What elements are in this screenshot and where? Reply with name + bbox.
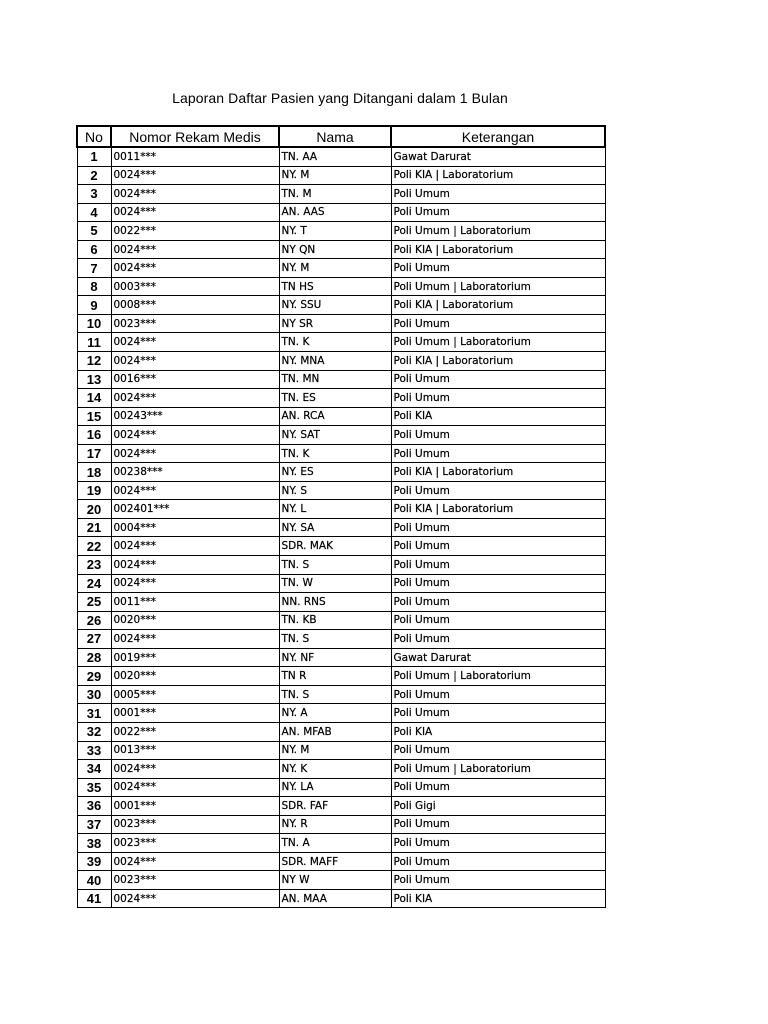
table-row: [77, 630, 605, 649]
table-row: [77, 296, 605, 315]
cell-no: 12: [77, 352, 111, 371]
table-row: [77, 741, 605, 760]
cell-rekam-medis: 002401***: [111, 500, 279, 519]
cell-nama: NY. L: [279, 500, 391, 519]
cell-nama: SDR. MAFF: [279, 852, 391, 871]
cell-no: 19: [77, 481, 111, 500]
cell-nama: TN. S: [279, 685, 391, 704]
cell-no: 25: [77, 593, 111, 612]
cell-nama: NY. LA: [279, 778, 391, 797]
cell-keterangan: Poli Umum: [391, 685, 605, 704]
cell-rekam-medis: 0024***: [111, 574, 279, 593]
cell-rekam-medis: 0022***: [111, 222, 279, 241]
table-row: [77, 648, 605, 667]
table-row: [77, 518, 605, 537]
cell-no: 35: [77, 778, 111, 797]
cell-keterangan: Poli Umum: [391, 518, 605, 537]
cell-no: 23: [77, 556, 111, 575]
header-rekam-medis: Nomor Rekam Medis: [111, 126, 279, 147]
cell-keterangan: Poli KIA | Laboratorium: [391, 352, 605, 371]
cell-keterangan: Poli Umum: [391, 481, 605, 500]
cell-keterangan: Poli KIA | Laboratorium: [391, 296, 605, 315]
cell-keterangan: Poli KIA: [391, 889, 605, 908]
cell-nama: NY W: [279, 871, 391, 890]
cell-rekam-medis: 0003***: [111, 277, 279, 296]
cell-rekam-medis: 0024***: [111, 889, 279, 908]
cell-keterangan: Poli Umum: [391, 611, 605, 630]
page-title: Laporan Daftar Pasien yang Ditangani dalam 1 Bulan: [172, 90, 508, 106]
cell-no: 7: [77, 259, 111, 278]
cell-keterangan: Poli KIA | Laboratorium: [391, 240, 605, 259]
cell-rekam-medis: 00243***: [111, 407, 279, 426]
cell-rekam-medis: 00238***: [111, 463, 279, 482]
table-row: [77, 574, 605, 593]
cell-keterangan: Poli Umum: [391, 778, 605, 797]
cell-keterangan: Poli Umum: [391, 185, 605, 204]
cell-nama: TN. S: [279, 630, 391, 649]
cell-keterangan: Poli KIA | Laboratorium: [391, 463, 605, 482]
cell-no: 31: [77, 704, 111, 723]
cell-nama: NY. M: [279, 166, 391, 185]
cell-no: 34: [77, 760, 111, 779]
cell-nama: TN HS: [279, 277, 391, 296]
cell-no: 41: [77, 889, 111, 908]
table-row: [77, 760, 605, 779]
cell-rekam-medis: 0001***: [111, 704, 279, 723]
cell-rekam-medis: 0013***: [111, 741, 279, 760]
cell-nama: NY. S: [279, 481, 391, 500]
cell-no: 32: [77, 722, 111, 741]
table-row: [77, 889, 605, 908]
cell-keterangan: Poli Umum: [391, 370, 605, 389]
cell-rekam-medis: 0024***: [111, 240, 279, 259]
cell-rekam-medis: 0024***: [111, 556, 279, 575]
cell-no: 21: [77, 518, 111, 537]
cell-rekam-medis: 0024***: [111, 259, 279, 278]
cell-nama: SDR. FAF: [279, 797, 391, 816]
cell-rekam-medis: 0022***: [111, 722, 279, 741]
cell-keterangan: Poli Umum: [391, 815, 605, 834]
cell-no: 37: [77, 815, 111, 834]
table-row: [77, 704, 605, 723]
cell-nama: AN. MAA: [279, 889, 391, 908]
cell-rekam-medis: 0016***: [111, 370, 279, 389]
cell-rekam-medis: 0024***: [111, 760, 279, 779]
cell-no: 13: [77, 370, 111, 389]
cell-no: 11: [77, 333, 111, 352]
cell-nama: AN. MFAB: [279, 722, 391, 741]
cell-keterangan: Poli Umum: [391, 704, 605, 723]
table-row: [77, 685, 605, 704]
cell-no: 4: [77, 203, 111, 222]
cell-nama: TN. K: [279, 444, 391, 463]
header-row: [77, 126, 605, 147]
cell-rekam-medis: 0023***: [111, 314, 279, 333]
cell-rekam-medis: 0024***: [111, 185, 279, 204]
header-nama: Nama: [279, 126, 391, 147]
cell-no: 26: [77, 611, 111, 630]
cell-no: 5: [77, 222, 111, 241]
cell-rekam-medis: 0024***: [111, 852, 279, 871]
cell-no: 1: [77, 147, 111, 166]
table-row: [77, 333, 605, 352]
table-row: [77, 203, 605, 222]
cell-nama: NY. SSU: [279, 296, 391, 315]
table-row: [77, 852, 605, 871]
table-row: [77, 277, 605, 296]
cell-keterangan: Poli Umum | Laboratorium: [391, 333, 605, 352]
table-row: [77, 463, 605, 482]
table-row: [77, 815, 605, 834]
cell-nama: NY. A: [279, 704, 391, 723]
cell-rekam-medis: 0024***: [111, 203, 279, 222]
table-row: [77, 222, 605, 241]
cell-no: 33: [77, 741, 111, 760]
cell-nama: TN R: [279, 667, 391, 686]
cell-keterangan: Gawat Darurat: [391, 147, 605, 166]
table-row: [77, 370, 605, 389]
cell-rekam-medis: 0024***: [111, 444, 279, 463]
cell-nama: NY. R: [279, 815, 391, 834]
cell-rekam-medis: 0019***: [111, 648, 279, 667]
cell-nama: NY. ES: [279, 463, 391, 482]
cell-nama: TN. MN: [279, 370, 391, 389]
cell-rekam-medis: 0023***: [111, 834, 279, 853]
cell-rekam-medis: 0024***: [111, 537, 279, 556]
cell-keterangan: Poli Umum: [391, 871, 605, 890]
table-row: [77, 797, 605, 816]
cell-nama: NY. M: [279, 741, 391, 760]
cell-rekam-medis: 0001***: [111, 797, 279, 816]
cell-nama: NY. M: [279, 259, 391, 278]
table-row: [77, 481, 605, 500]
cell-no: 9: [77, 296, 111, 315]
table-row: [77, 352, 605, 371]
cell-keterangan: Poli Umum | Laboratorium: [391, 277, 605, 296]
cell-rekam-medis: 0024***: [111, 778, 279, 797]
table-body: [77, 147, 605, 908]
cell-no: 14: [77, 389, 111, 408]
cell-no: 29: [77, 667, 111, 686]
cell-nama: NY. SAT: [279, 426, 391, 445]
table-row: [77, 722, 605, 741]
cell-keterangan: Poli Umum: [391, 314, 605, 333]
cell-keterangan: Poli KIA: [391, 722, 605, 741]
cell-nama: TN. M: [279, 185, 391, 204]
table-row: [77, 871, 605, 890]
cell-nama: NY. MNA: [279, 352, 391, 371]
table-row: [77, 834, 605, 853]
cell-nama: TN. W: [279, 574, 391, 593]
cell-keterangan: Poli Umum: [391, 203, 605, 222]
cell-keterangan: Poli KIA | Laboratorium: [391, 166, 605, 185]
patient-table: [76, 125, 606, 908]
cell-nama: TN. A: [279, 834, 391, 853]
cell-keterangan: Poli KIA | Laboratorium: [391, 500, 605, 519]
cell-nama: TN. AA: [279, 147, 391, 166]
table-row: [77, 778, 605, 797]
cell-no: 28: [77, 648, 111, 667]
cell-keterangan: Poli Umum: [391, 426, 605, 445]
cell-no: 40: [77, 871, 111, 890]
cell-rekam-medis: 0020***: [111, 611, 279, 630]
cell-keterangan: Poli Umum: [391, 630, 605, 649]
cell-keterangan: Poli Umum | Laboratorium: [391, 667, 605, 686]
cell-no: 17: [77, 444, 111, 463]
cell-no: 10: [77, 314, 111, 333]
cell-nama: NY. K: [279, 760, 391, 779]
cell-rekam-medis: 0024***: [111, 389, 279, 408]
cell-no: 3: [77, 185, 111, 204]
cell-keterangan: Poli Umum: [391, 537, 605, 556]
cell-keterangan: Gawat Darurat: [391, 648, 605, 667]
cell-rekam-medis: 0011***: [111, 147, 279, 166]
cell-nama: NY QN: [279, 240, 391, 259]
cell-keterangan: Poli Umum: [391, 834, 605, 853]
cell-no: 15: [77, 407, 111, 426]
cell-rekam-medis: 0024***: [111, 481, 279, 500]
cell-nama: NN. RNS: [279, 593, 391, 612]
table-row: [77, 537, 605, 556]
cell-rekam-medis: 0004***: [111, 518, 279, 537]
cell-no: 27: [77, 630, 111, 649]
cell-rekam-medis: 0024***: [111, 352, 279, 371]
cell-nama: SDR. MAK: [279, 537, 391, 556]
table-row: [77, 667, 605, 686]
cell-keterangan: Poli Umum: [391, 852, 605, 871]
cell-no: 30: [77, 685, 111, 704]
table-row: [77, 389, 605, 408]
cell-keterangan: Poli Umum: [391, 593, 605, 612]
header-keterangan: Keterangan: [391, 126, 605, 147]
cell-no: 24: [77, 574, 111, 593]
header-no: No: [77, 126, 111, 147]
table-row: [77, 556, 605, 575]
cell-keterangan: Poli Umum | Laboratorium: [391, 760, 605, 779]
table-row: [77, 259, 605, 278]
cell-nama: AN. RCA: [279, 407, 391, 426]
cell-rekam-medis: 0024***: [111, 426, 279, 445]
cell-nama: NY SR: [279, 314, 391, 333]
cell-no: 39: [77, 852, 111, 871]
cell-keterangan: Poli Umum: [391, 574, 605, 593]
cell-nama: NY. SA: [279, 518, 391, 537]
cell-keterangan: Poli Umum: [391, 444, 605, 463]
cell-rekam-medis: 0024***: [111, 166, 279, 185]
table-row: [77, 166, 605, 185]
cell-nama: TN. KB: [279, 611, 391, 630]
cell-no: 16: [77, 426, 111, 445]
cell-keterangan: Poli Umum: [391, 556, 605, 575]
table-row: [77, 407, 605, 426]
cell-keterangan: Poli Umum: [391, 259, 605, 278]
cell-rekam-medis: 0024***: [111, 630, 279, 649]
table-header: [77, 126, 605, 147]
cell-rekam-medis: 0020***: [111, 667, 279, 686]
cell-keterangan: Poli Gigi: [391, 797, 605, 816]
cell-no: 2: [77, 166, 111, 185]
table-row: [77, 147, 605, 166]
cell-no: 22: [77, 537, 111, 556]
table-row: [77, 426, 605, 445]
cell-no: 6: [77, 240, 111, 259]
cell-rekam-medis: 0023***: [111, 815, 279, 834]
cell-rekam-medis: 0011***: [111, 593, 279, 612]
cell-no: 18: [77, 463, 111, 482]
table-row: [77, 444, 605, 463]
cell-no: 8: [77, 277, 111, 296]
table-row: [77, 593, 605, 612]
cell-nama: TN. ES: [279, 389, 391, 408]
cell-nama: TN. K: [279, 333, 391, 352]
cell-no: 20: [77, 500, 111, 519]
cell-nama: NY. NF: [279, 648, 391, 667]
cell-rekam-medis: 0005***: [111, 685, 279, 704]
table-row: [77, 185, 605, 204]
cell-keterangan: Poli Umum: [391, 389, 605, 408]
table-row: [77, 500, 605, 519]
cell-nama: TN. S: [279, 556, 391, 575]
cell-nama: NY. T: [279, 222, 391, 241]
cell-rekam-medis: 0023***: [111, 871, 279, 890]
cell-keterangan: Poli Umum: [391, 741, 605, 760]
cell-keterangan: Poli Umum | Laboratorium: [391, 222, 605, 241]
cell-no: 36: [77, 797, 111, 816]
cell-no: 38: [77, 834, 111, 853]
table-row: [77, 240, 605, 259]
table-row: [77, 314, 605, 333]
cell-rekam-medis: 0008***: [111, 296, 279, 315]
table-row: [77, 611, 605, 630]
cell-rekam-medis: 0024***: [111, 333, 279, 352]
cell-keterangan: Poli KIA: [391, 407, 605, 426]
cell-nama: AN. AAS: [279, 203, 391, 222]
